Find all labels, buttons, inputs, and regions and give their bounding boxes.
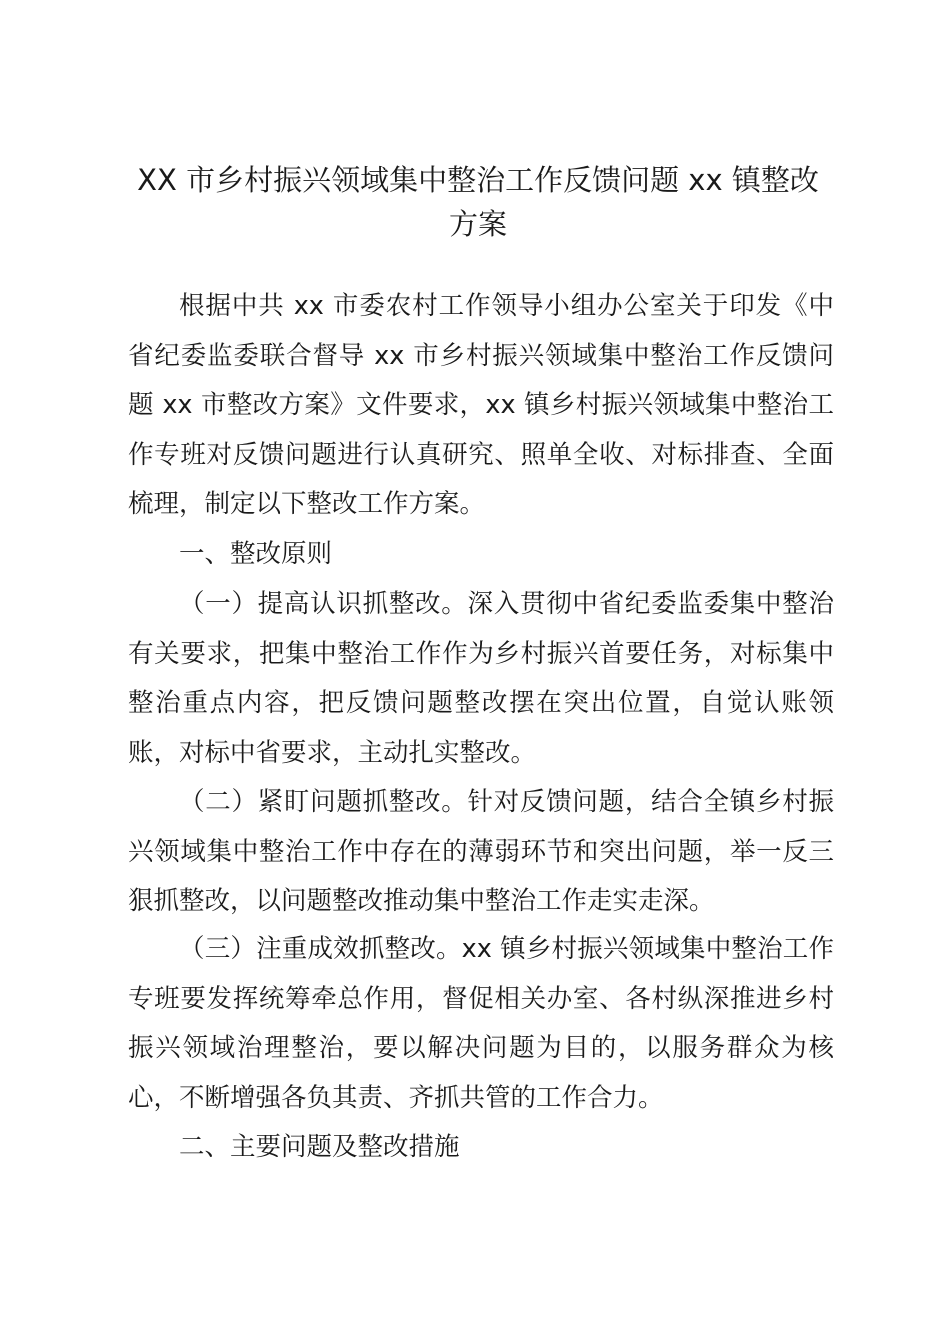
document-title: XX 市乡村振兴领域集中整治工作反馈问题 xx 镇整改方案 xyxy=(137,163,819,241)
section-2-heading: 二、主要问题及整改措施 xyxy=(179,1132,460,1162)
principle-1-paragraph: （一）提高认识抓整改。深入贯彻中省纪委监委集中整治有关要求，把集中整治工作作为乡村振兴首要任务，对标集中整治重点内容，把反馈问题整改摆在突出位置，自觉认账领账，对标中省要求，主动扎实整改。 xyxy=(128,589,834,768)
section-1-heading: 一、整改原则 xyxy=(179,539,333,569)
principle-2-paragraph: （二）紧盯问题抓整改。针对反馈问题，结合全镇乡村振兴领域集中整治工作中存在的薄弱环节和突出问题，举一反三狠抓整改，以问题整改推动集中整治工作走实走深。 xyxy=(128,787,834,917)
principle-3-paragraph: （三）注重成效抓整改。xx 镇乡村振兴领域集中整治工作专班要发挥统筹牵总作用，督促相关办室、各村纵深推进乡村振兴领域治理整治，要以解决问题为目的，以服务群众为核心，不断增强各负其责、齐抓共管的工作合力。 xyxy=(128,934,834,1113)
intro-paragraph: 根据中共 xx 市委农村工作领导小组办公室关于印发《中省纪委监委联合督导 xx 市乡村振兴领域集中整治工作反馈问题 xx 市整改方案》文件要求，xx 镇乡村振兴领域集中整治工作专班对反馈问题进行认真研究、照单全收、对标排查、全面梳理，制定以下整改工作方案。 xyxy=(128,291,834,520)
